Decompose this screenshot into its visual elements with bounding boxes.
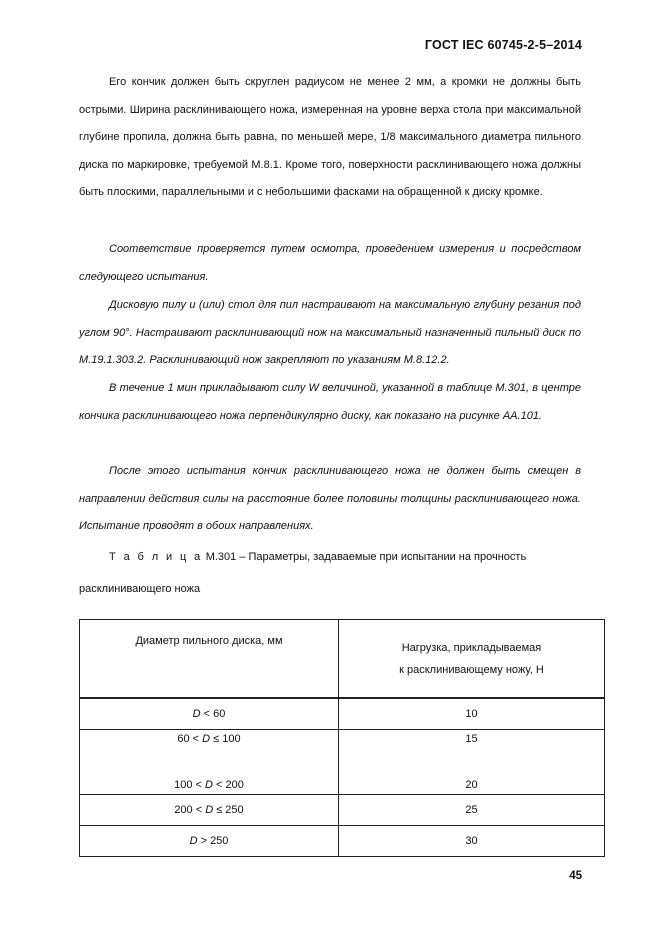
cell-load: 20 (465, 779, 478, 791)
caption-label: Т а б л и ц а (109, 551, 203, 563)
paragraph-compliance (79, 236, 581, 291)
paragraph-force (79, 375, 581, 430)
document-header: ГОСТ IEC 60745-2-5–2014 (424, 38, 582, 52)
caption-title: М.301 – Параметры, задаваемые при испытании на прочность (202, 551, 527, 563)
cell-load: 25 (339, 795, 605, 826)
cell-diameter: 200 < D ≤ 250 (80, 795, 339, 826)
paragraph-text: В течение 1 мин прикладывают силу W величиной, указанной в таблице М.301, в центре кончика расклинивающего ножа перпендикулярно диску, как показано на рисунке АА.101. (79, 382, 581, 422)
caption-line-2: расклинивающего ножа (79, 583, 201, 595)
paragraph-text: Соответствие проверяется путем осмотра, проведением измерения и посредством следующего испытания. (79, 243, 581, 283)
paragraph-text: Его кончик должен быть скруглен радиусом не менее 2 мм, а кромки не должны быть острыми. Ширина расклинивающего ножа, измеренная на уровне верха стола при максимальной глубине пропила, должна быть равна, по меньшей мере, 1/8 максимального диаметра пильного диска по маркировке, требуемой М.8.1. Кроме того, поверхности расклинивающего ножа должны быть плоскими, параллельными и с небольшими фасками на обращенной к диску кромке. (79, 76, 581, 198)
header-load-line-1: Нагрузка, прикладываемая (401, 641, 542, 654)
table-row (80, 795, 605, 826)
paragraph-setup (79, 292, 581, 375)
table-header-row (80, 620, 605, 699)
cell-load: 10 (339, 698, 605, 730)
cell-diameter: D > 250 (80, 826, 339, 857)
cell-diameter: 60 < D ≤ 100 (177, 733, 241, 745)
cell-load-group (339, 730, 605, 795)
paragraph-text: Дисковую пилу и (или) стол для пил настраивают на максимальную глубину резания под углом 90°. Настраивают расклинивающий нож на максимальный назначенный пильный диск по М.19.1.303.2. Расклинивающий нож закрепляют по указаниям М.8.12.2. (79, 299, 581, 366)
cell-load: 30 (339, 826, 605, 857)
parameters-table (79, 619, 605, 857)
table-row (80, 698, 605, 730)
paragraph-text: После этого испытания кончик расклинивающего ножа не должен быть смещен в направлении действия силы на расстояние более половины толщины расклинивающего ножа. Испытание проводят в обоих направлениях. (79, 465, 581, 532)
paragraph-requirements (79, 69, 581, 207)
paragraph-result (79, 458, 581, 541)
table-row (80, 730, 605, 795)
cell-load: 15 (465, 733, 478, 745)
header-load (339, 620, 605, 699)
table-caption (79, 541, 581, 605)
table-row (80, 826, 605, 857)
caption-line-1 (79, 541, 581, 573)
cell-diameter-group (80, 730, 339, 795)
page-number: 45 (569, 870, 582, 882)
header-diameter: Диаметр пильного диска, мм (80, 620, 339, 699)
cell-diameter: D < 60 (80, 698, 339, 730)
header-load-line-2: к расклинивающему ножу, Н (399, 663, 544, 676)
cell-diameter: 100 < D < 200 (174, 779, 244, 791)
